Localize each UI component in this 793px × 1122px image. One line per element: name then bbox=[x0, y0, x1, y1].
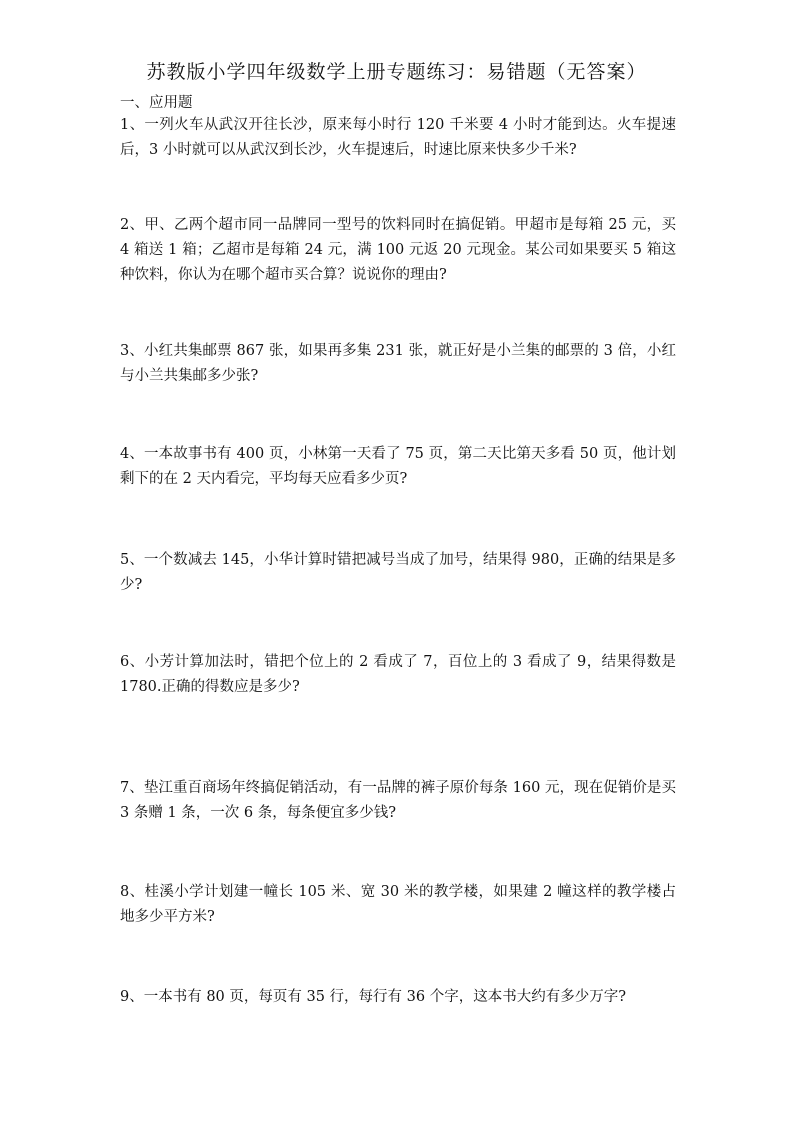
section-heading: 一、应用题 bbox=[120, 95, 193, 111]
question-9: 9、一本书有 80 页，每页有 35 行，每行有 36 个字，这本书大约有多少万字? bbox=[120, 989, 627, 1005]
question-1: 1、一列火车从武汉开往长沙，原来每小时行 120 千米要 4 小时才能到达。火车提速后，3 小时就可以从武汉到长沙，火车提速后，时速比原来快多少千米? bbox=[120, 117, 676, 158]
question-4: 4、一本故事书有 400 页，小林第一天看了 75 页，第二天比第天多看 50 页，他计划剩下的在 2 天内看完，平均每天应看多少页? bbox=[120, 446, 676, 487]
question-6: 6、小芳计算加法时，错把个位上的 2 看成了 7，百位上的 3 看成了 9，结果得数是 1780.正确的得数应是多少? bbox=[120, 654, 676, 695]
question-2: 2、甲、乙两个超市同一品牌同一型号的饮料同时在搞促销。甲超市是每箱 25 元，买 4 箱送 1 箱；乙超市是每箱 24 元，满 100 元返 20 元现金。某公司如果要买 5 箱这种饮料，你认为在哪个超市买合算？说说你的理由? bbox=[120, 217, 676, 283]
question-5: 5、一个数减去 145，小华计算时错把减号当成了加号，结果得 980，正确的结果是多少? bbox=[120, 552, 676, 593]
question-3: 3、小红共集邮票 867 张，如果再多集 231 张，就正好是小兰集的邮票的 3 倍，小红与小兰共集邮多少张? bbox=[120, 343, 676, 384]
page-title: 苏教版小学四年级数学上册专题练习：易错题（无答案） bbox=[146, 61, 647, 83]
question-7: 7、垫江重百商场年终搞促销活动，有一品牌的裤子原价每条 160 元，现在促销价是买 3 条赠 1 条，一次 6 条，每条便宜多少钱? bbox=[120, 780, 676, 821]
question-8: 8、桂溪小学计划建一幢长 105 米、宽 30 米的教学楼，如果建 2 幢这样的教学楼占地多少平方米? bbox=[120, 884, 676, 925]
